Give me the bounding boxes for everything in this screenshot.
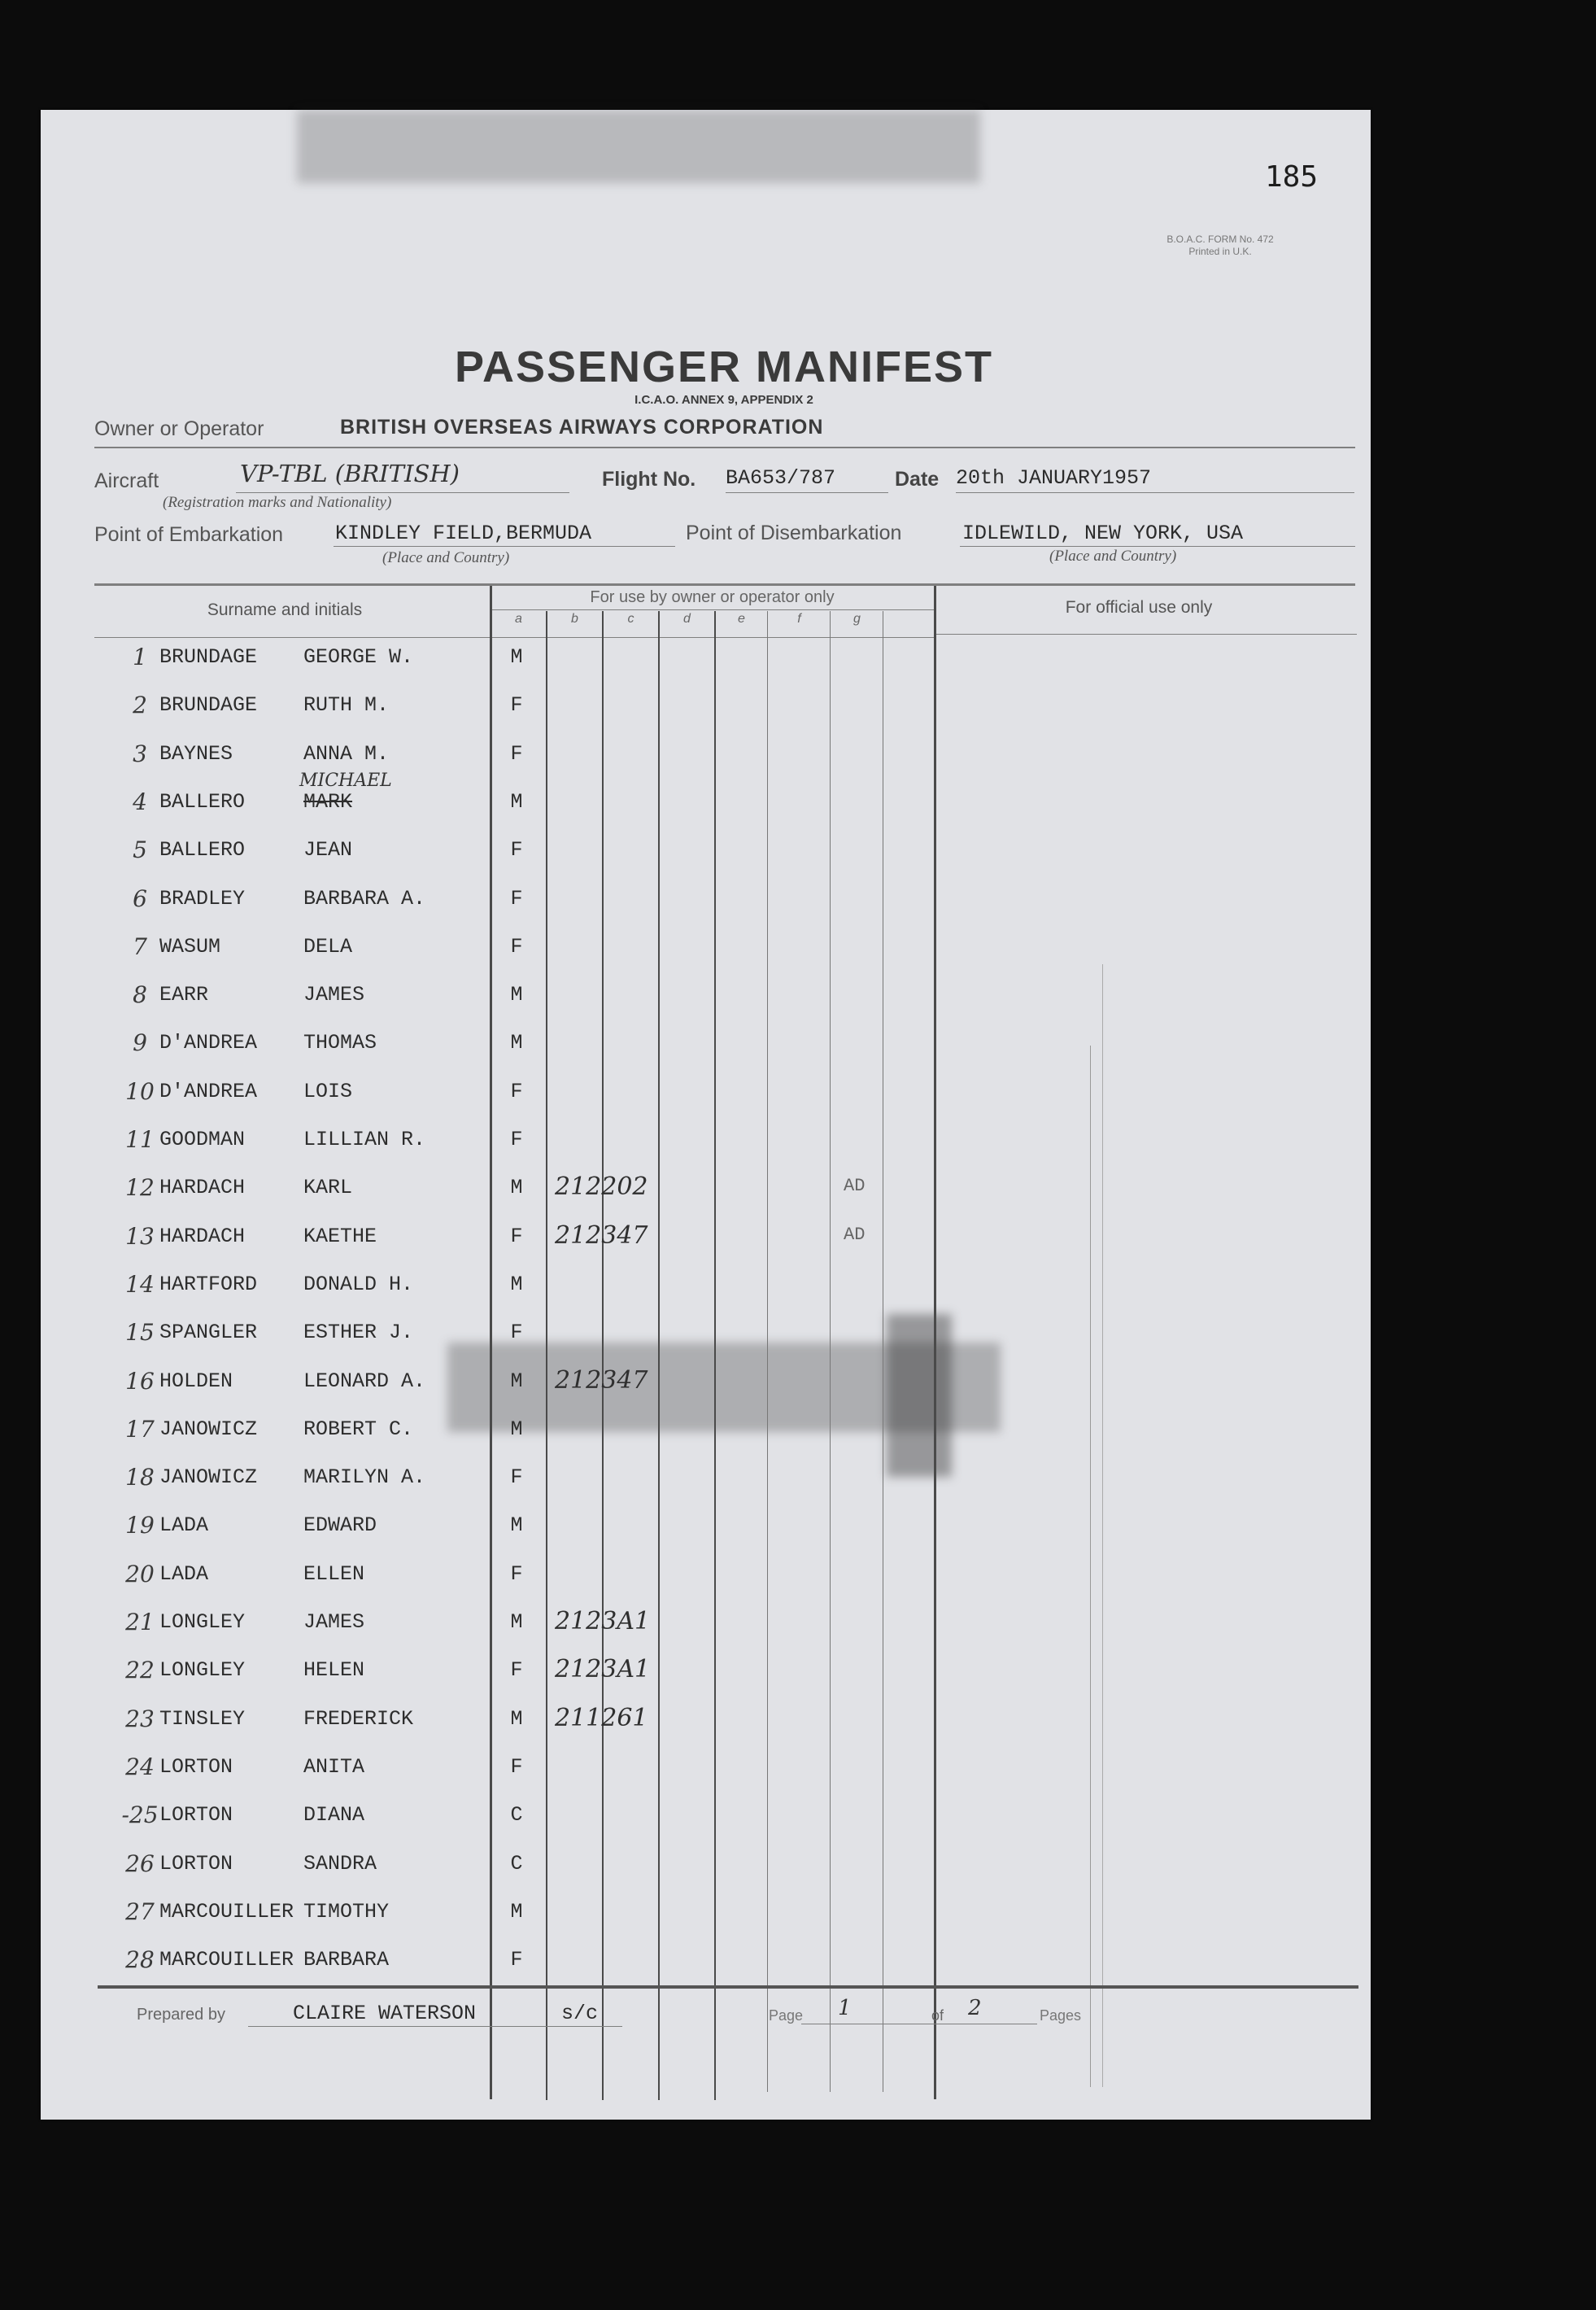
given-name: DELA bbox=[303, 934, 353, 958]
row-number: 18 bbox=[125, 1464, 155, 1491]
given-name: TIMOTHY bbox=[303, 1899, 390, 1924]
document-subtitle: I.C.A.O. ANNEX 9, APPENDIX 2 bbox=[634, 393, 813, 407]
given-name: ROBERT C. bbox=[303, 1417, 414, 1441]
prepared-label: Prepared by bbox=[137, 2006, 225, 2024]
table-row bbox=[41, 879, 1371, 927]
sex: F bbox=[510, 1224, 523, 1248]
aircraft-value: VP-TBL (BRITISH) bbox=[240, 460, 460, 487]
table-row bbox=[41, 770, 1371, 830]
table-row bbox=[41, 1168, 1371, 1216]
sex: F bbox=[510, 1079, 523, 1103]
given-name: MARILYN A. bbox=[303, 1465, 426, 1490]
sex: F bbox=[510, 693, 523, 718]
subcolumn-letter: g bbox=[853, 612, 861, 626]
rule bbox=[248, 2026, 622, 2027]
table-bottom-rule bbox=[98, 1985, 1358, 1989]
sex: M bbox=[510, 1899, 523, 1924]
surname: MARCOUILLER bbox=[159, 1948, 294, 1972]
given-name: LOIS bbox=[303, 1079, 353, 1103]
sex: M bbox=[510, 1031, 523, 1055]
date-value: 20th JANUARY1957 bbox=[956, 466, 1152, 490]
surname: MARCOUILLER bbox=[159, 1899, 294, 1924]
given-name: JAMES bbox=[303, 1610, 365, 1634]
given-name: DONALD H. bbox=[303, 1272, 414, 1296]
row-number: 24 bbox=[125, 1753, 155, 1780]
sex: F bbox=[510, 838, 523, 862]
of-label: of bbox=[931, 2007, 944, 2024]
surname: LONGLEY bbox=[159, 1658, 246, 1683]
disembark-label: Point of Disembarkation bbox=[686, 522, 902, 544]
given-name: FREDERICK bbox=[303, 1706, 414, 1731]
table-row bbox=[41, 637, 1371, 685]
disembark-value: IDLEWILD, NEW YORK, USA bbox=[962, 522, 1244, 545]
rule bbox=[934, 634, 1357, 635]
sex: F bbox=[510, 1465, 523, 1490]
table-row bbox=[41, 1747, 1371, 1795]
given-name: MARK bbox=[303, 789, 353, 814]
surname: BRADLEY bbox=[159, 886, 246, 910]
embark-note: (Place and Country) bbox=[382, 549, 510, 566]
row-number: 3 bbox=[133, 740, 147, 767]
subcolumn-letter: a bbox=[515, 612, 522, 626]
table-row bbox=[41, 1361, 1371, 1409]
handwritten-number: 212347 bbox=[555, 1221, 648, 1250]
surname: JANOWICZ bbox=[159, 1465, 258, 1490]
given-name: BARBARA A. bbox=[303, 886, 426, 910]
page-number: 185 bbox=[1265, 160, 1319, 194]
table-row bbox=[41, 927, 1371, 975]
surname: HARDACH bbox=[159, 1176, 246, 1200]
row-number: 21 bbox=[125, 1609, 155, 1635]
given-name: JEAN bbox=[303, 838, 353, 862]
row-number: -25 bbox=[121, 1801, 159, 1829]
table-row bbox=[41, 1795, 1371, 1843]
col-header-official: For official use only bbox=[1065, 598, 1213, 617]
rule bbox=[960, 546, 1355, 547]
copy-smudge bbox=[297, 110, 980, 183]
sex: F bbox=[510, 1321, 523, 1345]
given-name: RUTH M. bbox=[303, 693, 390, 718]
handwritten-number: 2123A1 bbox=[555, 1655, 651, 1684]
surname: SPANGLER bbox=[159, 1321, 258, 1345]
surname: GOODMAN bbox=[159, 1128, 246, 1151]
pages-label: Pages bbox=[1040, 2007, 1082, 2024]
sex: F bbox=[510, 1754, 523, 1779]
handwritten-number: 212202 bbox=[555, 1172, 648, 1202]
given-name: KAETHE bbox=[303, 1224, 377, 1248]
owner-label: Owner or Operator bbox=[94, 417, 264, 440]
rule bbox=[334, 546, 675, 547]
status-code: AD bbox=[844, 1224, 866, 1245]
row-number: 28 bbox=[125, 1946, 155, 1974]
table-top-rule bbox=[94, 583, 1355, 586]
sex: M bbox=[510, 983, 523, 1007]
sex: M bbox=[510, 1610, 523, 1634]
page-current: 1 bbox=[838, 1996, 852, 2020]
surname: TINSLEY bbox=[159, 1706, 246, 1731]
table-row bbox=[41, 1023, 1371, 1071]
sex: F bbox=[510, 741, 523, 766]
surname: BALLERO bbox=[159, 838, 246, 862]
page-label: Page bbox=[769, 2007, 804, 2024]
row-number: 9 bbox=[133, 1029, 147, 1057]
col-header-name: Surname and initials bbox=[207, 600, 363, 619]
sex: M bbox=[510, 1369, 523, 1393]
sex: C bbox=[510, 1803, 523, 1827]
surname: HARTFORD bbox=[159, 1272, 258, 1296]
surname: HOLDEN bbox=[159, 1369, 233, 1393]
surname: BAYNES bbox=[159, 741, 233, 766]
flight-value: BA653/787 bbox=[726, 466, 836, 490]
row-number: 17 bbox=[125, 1415, 155, 1443]
subcolumn-letter: c bbox=[627, 612, 634, 626]
surname: LORTON bbox=[159, 1754, 233, 1779]
prepared-suffix: s/c bbox=[561, 2002, 599, 2025]
row-number: 20 bbox=[125, 1560, 155, 1587]
flight-label: Flight No. bbox=[602, 468, 696, 491]
table-row bbox=[41, 1554, 1371, 1602]
surname: LADA bbox=[159, 1561, 209, 1586]
handwritten-number: 2123A1 bbox=[555, 1607, 651, 1635]
sex: M bbox=[510, 1513, 523, 1538]
table-row bbox=[41, 1216, 1371, 1264]
table-row bbox=[41, 830, 1371, 878]
table-row bbox=[41, 1264, 1371, 1312]
table-row bbox=[41, 1650, 1371, 1698]
given-name: DIANA bbox=[303, 1803, 365, 1827]
row-number: 6 bbox=[133, 884, 147, 912]
row-number: 16 bbox=[125, 1367, 155, 1395]
rule bbox=[956, 492, 1354, 493]
table-row bbox=[41, 1120, 1371, 1168]
given-name-correction: MICHAEL bbox=[299, 770, 392, 791]
given-name: KARL bbox=[303, 1176, 353, 1200]
table-row bbox=[41, 685, 1371, 733]
surname: LONGLEY bbox=[159, 1610, 246, 1634]
row-number: 10 bbox=[125, 1077, 155, 1105]
sex: F bbox=[510, 1561, 523, 1586]
sex: F bbox=[510, 1948, 523, 1972]
form-reference: B.O.A.C. FORM No. 472 Printed in U.K. bbox=[1166, 234, 1274, 257]
surname: LORTON bbox=[159, 1851, 233, 1876]
col-header-operator: For use by owner or operator only bbox=[590, 588, 835, 606]
sex: M bbox=[510, 1417, 523, 1441]
given-name: HELEN bbox=[303, 1658, 365, 1683]
surname: HARDACH bbox=[159, 1224, 246, 1248]
table-row bbox=[41, 1505, 1371, 1553]
table-row bbox=[41, 975, 1371, 1023]
handwritten-number: 211261 bbox=[555, 1703, 648, 1732]
rule bbox=[491, 609, 934, 610]
sex: M bbox=[510, 1706, 523, 1731]
aircraft-label: Aircraft bbox=[94, 469, 159, 492]
surname: EARR bbox=[159, 983, 209, 1007]
row-number: 11 bbox=[125, 1126, 155, 1153]
surname: LADA bbox=[159, 1513, 209, 1538]
table-row bbox=[41, 1699, 1371, 1747]
sex: F bbox=[510, 1128, 523, 1151]
sex: F bbox=[510, 1658, 523, 1683]
row-number: 4 bbox=[133, 788, 147, 815]
embark-label: Point of Embarkation bbox=[94, 523, 284, 546]
sex: M bbox=[510, 1176, 523, 1200]
row-number: 13 bbox=[125, 1222, 155, 1250]
handwritten-number: 212347 bbox=[555, 1365, 648, 1395]
embark-value: KINDLEY FIELD,BERMUDA bbox=[335, 522, 592, 545]
table-row bbox=[41, 1312, 1371, 1360]
row-number: 15 bbox=[125, 1319, 155, 1347]
row-number: 27 bbox=[125, 1897, 155, 1925]
row-number: 2 bbox=[133, 692, 147, 719]
subcolumn-letter: d bbox=[683, 612, 691, 626]
surname: BRUNDAGE bbox=[159, 645, 258, 669]
table-row bbox=[41, 1892, 1371, 1940]
sex: F bbox=[510, 934, 523, 958]
given-name: ELLEN bbox=[303, 1561, 365, 1586]
subcolumn-letter: f bbox=[797, 612, 801, 626]
given-name: LEONARD A. bbox=[303, 1369, 426, 1393]
surname: D'ANDREA bbox=[159, 1031, 258, 1055]
table-row bbox=[41, 1457, 1371, 1505]
row-number: 1 bbox=[133, 644, 147, 670]
row-number: 23 bbox=[125, 1705, 155, 1732]
manifest-page bbox=[41, 110, 1371, 2120]
row-number: 8 bbox=[133, 981, 147, 1009]
subcolumn-letter: e bbox=[738, 612, 745, 626]
row-number: 22 bbox=[125, 1657, 155, 1684]
given-name: SANDRA bbox=[303, 1851, 377, 1876]
surname: WASUM bbox=[159, 934, 221, 958]
disembark-note: (Place and Country) bbox=[1049, 548, 1177, 565]
sex: M bbox=[510, 645, 523, 669]
row-number: 5 bbox=[133, 836, 147, 864]
table-row bbox=[41, 1602, 1371, 1650]
document-title: PASSENGER MANIFEST bbox=[454, 343, 994, 391]
surname: D'ANDREA bbox=[159, 1079, 258, 1103]
table-row bbox=[41, 1844, 1371, 1892]
given-name: GEORGE W. bbox=[303, 645, 414, 669]
table-row bbox=[41, 1940, 1371, 1988]
row-number: 12 bbox=[125, 1174, 155, 1202]
table-row bbox=[41, 1409, 1371, 1457]
sex: C bbox=[510, 1851, 523, 1876]
table-row bbox=[41, 1072, 1371, 1120]
date-label: Date bbox=[895, 468, 940, 491]
table-row bbox=[41, 734, 1371, 782]
given-name: ANNA M. bbox=[303, 741, 390, 766]
given-name: LILLIAN R. bbox=[303, 1128, 426, 1151]
rule bbox=[94, 447, 1355, 448]
rule bbox=[726, 492, 888, 493]
row-number: 19 bbox=[125, 1512, 155, 1539]
given-name: EDWARD bbox=[303, 1513, 377, 1538]
surname: BRUNDAGE bbox=[159, 693, 258, 718]
given-name: ANITA bbox=[303, 1754, 365, 1779]
surname: JANOWICZ bbox=[159, 1417, 258, 1441]
given-name: JAMES bbox=[303, 983, 365, 1007]
rule bbox=[236, 492, 569, 493]
sex: M bbox=[510, 1272, 523, 1296]
given-name: THOMAS bbox=[303, 1031, 377, 1055]
subcolumn-letter: b bbox=[571, 612, 578, 626]
prepared-value: CLAIRE WATERSON bbox=[293, 2002, 477, 2025]
row-number: 7 bbox=[133, 932, 147, 960]
sex: F bbox=[510, 886, 523, 910]
aircraft-note: (Registration marks and Nationality) bbox=[163, 494, 392, 511]
row-number: 26 bbox=[125, 1849, 155, 1877]
given-name: ESTHER J. bbox=[303, 1321, 414, 1345]
row-number: 14 bbox=[125, 1270, 155, 1298]
surname: BALLERO bbox=[159, 789, 246, 814]
status-code: AD bbox=[844, 1176, 866, 1197]
sex: M bbox=[510, 789, 523, 814]
owner-value: BRITISH OVERSEAS AIRWAYS CORPORATION bbox=[340, 416, 824, 439]
page-total: 2 bbox=[968, 1996, 982, 2020]
given-name: BARBARA bbox=[303, 1948, 390, 1972]
surname: LORTON bbox=[159, 1803, 233, 1827]
